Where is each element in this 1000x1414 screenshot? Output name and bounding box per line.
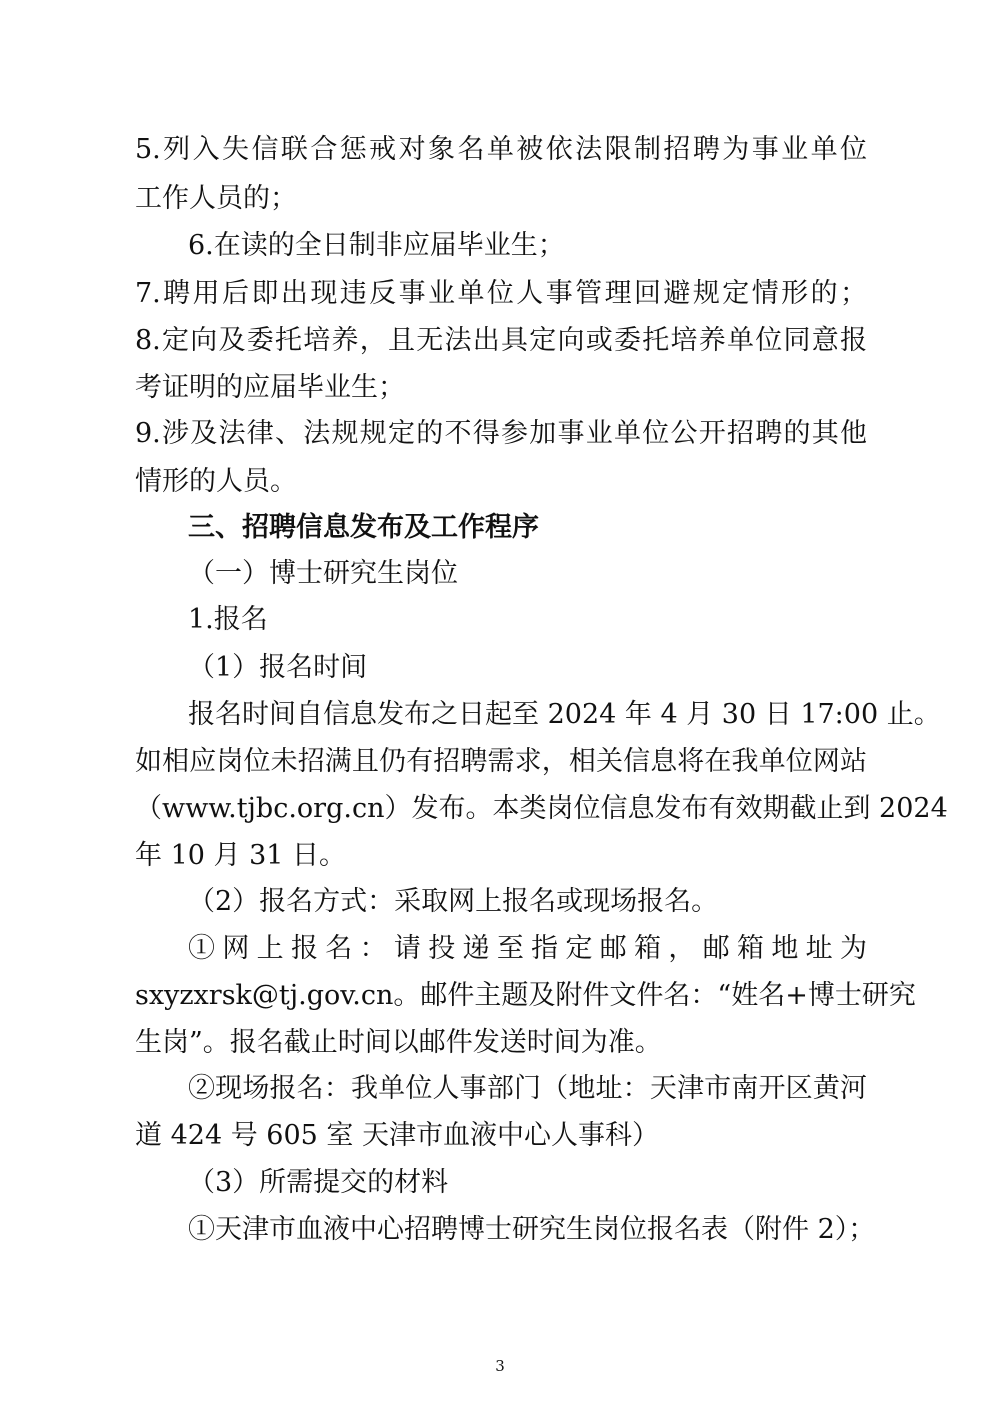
onsite-registration-line-1: ②现场报名：我单位人事部门（地址：天津市南开区黄河 (188, 1073, 867, 1104)
online-registration-line-3: 生岗”。报名截止时间以邮件发送时间为准。 (135, 1027, 662, 1058)
list-item-7: 7.聘用后即出现违反事业单位人事管理回避规定情形的； (135, 278, 867, 309)
list-item-8-line-1: 8.定向及委托培养，且无法出具定向或委托培养单位同意报 (135, 325, 867, 356)
list-item-5-line-2: 工作人员的； (135, 183, 297, 214)
required-materials-heading: （3）所需提交的材料 (188, 1167, 449, 1198)
list-item-5-line-1: 5.列入失信联合惩戒对象名单被依法限制招聘为事业单位 (135, 134, 867, 165)
registration-time-line-2: 如相应岗位未招满且仍有招聘需求，相关信息将在我单位网站 (135, 746, 867, 777)
list-item-8-line-2: 考证明的应届毕业生； (135, 372, 405, 403)
registration-time-line-4: 年 10 月 31 日。 (135, 840, 347, 871)
registration-time-line-3: （www.tjbc.org.cn）发布。本类岗位信息发布有效期截止到 2024 (135, 793, 948, 824)
list-item-6: 6.在读的全日制非应届毕业生； (188, 230, 565, 261)
section-heading-3: 三、招聘信息发布及工作程序 (188, 512, 539, 543)
list-item-9-line-1: 9.涉及法律、法规规定的不得参加事业单位公开招聘的其他 (135, 418, 867, 449)
list-item-9-line-2: 情形的人员。 (135, 466, 297, 497)
registration-method-heading: （2）报名方式：采取网上报名或现场报名。 (188, 886, 719, 917)
required-materials-item-1: ①天津市血液中心招聘博士研究生岗位报名表（附件 2）； (188, 1214, 876, 1245)
onsite-registration-line-2: 道 424 号 605 室 天津市血液中心人事科） (135, 1120, 659, 1151)
registration-time-line-1: 报名时间自信息发布之日起至 2024 年 4 月 30 日 17:00 止。 (188, 699, 941, 730)
subsection-heading-1: （一）博士研究生岗位 (188, 558, 458, 589)
registration-time-heading: （1）报名时间 (188, 652, 368, 683)
step-heading-registration: 1.报名 (188, 604, 268, 635)
page-number: 3 (495, 1357, 505, 1375)
online-registration-line-2: sxyzxrsk@tj.gov.cn。邮件主题及附件文件名：“姓名+博士研究 (135, 980, 916, 1011)
online-registration-line-1: ①网上报名：请投递至指定邮箱，邮箱地址为 (188, 933, 867, 964)
